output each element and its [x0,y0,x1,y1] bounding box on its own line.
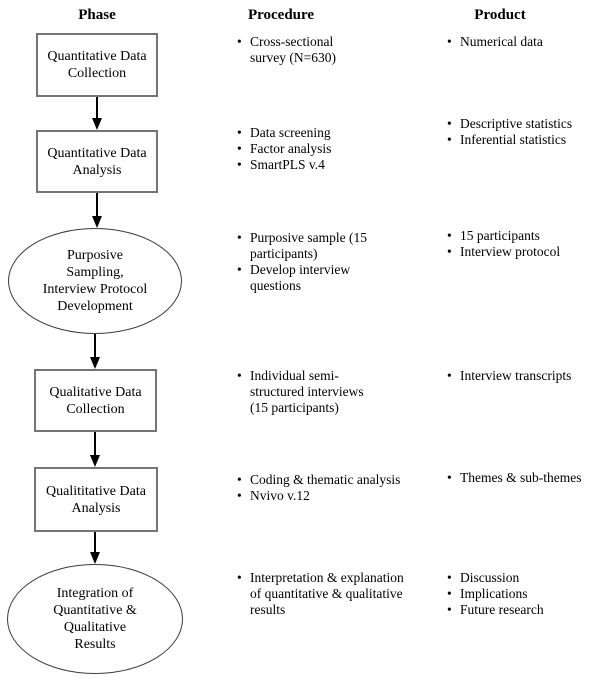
bullet-icon: • [447,368,452,383]
bullet-text [250,34,437,66]
column-header-phase: Phase [78,7,116,23]
arrow-head-down-icon [90,552,100,564]
shape-label-line: Quantitative Data [47,49,147,64]
shape-label-line: Results [74,637,116,652]
procedure-list-row-2 [237,125,437,173]
bullet-list-item [447,570,597,586]
bullet-text [250,472,447,488]
bullet-icon: • [447,34,452,49]
arrow-line [96,193,98,216]
bullet-icon: • [237,262,242,277]
bullet-text [250,230,437,262]
bullet-text-line: questions [250,278,302,293]
bullet-text-line: Interpretation & explanation [250,570,404,585]
shape-label-line: Integration of [56,586,134,601]
bullet-list-item [447,228,597,244]
product-list-row-6 [447,570,597,618]
bullet-icon: • [237,488,242,503]
bullet-text [250,141,437,157]
bullet-icon: • [447,132,452,147]
bullet-list-item [237,368,437,416]
shape-label-line: Analysis [71,500,121,516]
procedure-list-row-6 [237,570,447,618]
shape-label-line: Development [57,299,133,314]
flow-arrow-1 [91,97,103,130]
bullet-text-line: Data screening [250,125,331,140]
procedure-list-row-3 [237,230,437,294]
bullet-text-line: Implications [460,586,528,601]
bullet-text-line: Factor analysis [250,141,332,156]
bullet-text-line: Future research [460,602,544,617]
bullet-text [250,157,437,173]
shape-label-line: Collection [66,401,125,417]
product-list-row-5 [447,470,597,486]
bullet-text-line: Inferential statistics [460,132,567,147]
bullet-text [250,570,447,618]
arrow-head-down-icon [90,357,100,369]
shape-label-line: Sampling, [66,265,124,280]
bullet-list-item [447,470,597,486]
arrow-line [96,97,98,118]
bullet-text-line: (15 participants) [250,400,339,415]
bullet-text [460,368,597,384]
bullet-text [460,116,597,132]
bullet-text-line: results [250,602,286,617]
bullet-icon: • [447,586,452,601]
bullet-text-line: Individual semi- [250,368,339,383]
arrow-head-down-icon [92,216,102,228]
bullet-icon: • [237,125,242,140]
bullet-icon: • [447,244,452,259]
bullet-text [460,34,597,50]
product-list-row-4 [447,368,597,384]
arrow-line [94,532,96,552]
bullet-icon: • [237,141,242,156]
shape-label-line: Qualitative Data [49,384,142,400]
shape-label-line: Quantitative & [53,603,137,618]
bullet-list-item [237,125,437,141]
bullet-text-line: 15 participants [460,228,540,243]
product-list-row-2 [447,116,597,148]
bullet-list-item [237,141,437,157]
flow-arrow-4 [89,432,101,467]
bullet-list-item [237,157,437,173]
flow-arrow-3 [89,334,101,369]
bullet-text-line: of quantitative & qualitative [250,586,403,601]
bullet-text [460,228,597,244]
bullet-text-line: survey (N=630) [250,50,336,65]
phase-box-qualitative-data-collection [34,369,157,432]
bullet-text-line: Nvivo v.12 [250,488,310,503]
procedure-list-row-1 [237,34,437,66]
bullet-icon: • [237,157,242,172]
bullet-list-item [237,570,447,618]
bullet-text [460,570,597,586]
bullet-text [460,470,597,486]
shape-label-line: Interview Protocol [42,282,148,297]
arrow-head-down-icon [90,455,100,467]
arrow-line [94,432,96,455]
bullet-list-item [447,132,597,148]
bullet-text-line: Purposive sample (15 [250,230,367,245]
column-header-product: Product [474,7,526,23]
phase-box-quantitative-data-collection [36,33,158,97]
bullet-text [250,125,437,141]
bullet-list-item [447,368,597,384]
bullet-icon: • [447,228,452,243]
phase-ellipse-integration-of-results [7,564,183,674]
shape-label-line: Quantitative Data [47,145,147,161]
bullet-icon: • [447,602,452,617]
bullet-list-item [447,244,597,260]
bullet-text [460,602,597,618]
shape-label-line: Collection [67,66,127,81]
column-header-procedure: Procedure [247,7,315,23]
flow-arrow-5 [89,532,101,564]
phase-box-qualititative-data-analysis [34,467,158,532]
arrow-line [94,334,96,357]
bullet-text [460,132,597,148]
bullet-text-line: Coding & thematic analysis [250,472,401,487]
shape-label-line: Qualititative Data [46,483,146,499]
bullet-text-line: participants) [250,246,318,261]
bullet-icon: • [447,570,452,585]
bullet-list-item [447,602,597,618]
phase-box-quantitative-data-analysis [36,130,158,193]
procedure-list-row-4 [237,368,437,416]
bullet-text-line: Develop interview [250,262,351,277]
bullet-text-line: Themes & sub-themes [460,470,582,485]
bullet-icon: • [237,570,242,585]
bullet-text [250,262,437,294]
bullet-list-item [447,116,597,132]
bullet-icon: • [237,34,242,49]
bullet-text-line: Interview transcripts [460,368,572,383]
bullet-list-item [447,34,597,50]
procedure-list-row-5 [237,472,447,504]
bullet-list-item [237,262,437,294]
phase-ellipse-purposive-sampling [8,228,182,334]
bullet-icon: • [237,230,242,245]
bullet-text-line: SmartPLS v.4 [250,157,325,172]
arrow-head-down-icon [92,118,102,130]
bullet-list-item [237,488,447,504]
shape-label-line: Purposive [67,248,123,263]
bullet-text-line: Interview protocol [460,244,561,259]
bullet-text-line: Descriptive statistics [460,116,573,131]
bullet-text [460,244,597,260]
product-list-row-1 [447,34,597,50]
product-list-row-3 [447,228,597,260]
bullet-list-item [447,586,597,602]
shape-label-line: Qualitative [63,620,127,635]
bullet-text-line: Numerical data [460,34,543,49]
bullet-list-item [237,230,437,262]
bullet-list-item [237,472,447,488]
bullet-icon: • [237,472,242,487]
bullet-text [250,368,437,416]
bullet-icon: • [447,470,452,485]
bullet-text-line: structured interviews [250,384,364,399]
flow-arrow-2 [91,193,103,228]
bullet-icon: • [447,116,452,131]
bullet-text-line: Discussion [460,570,520,585]
bullet-icon: • [237,368,242,383]
bullet-text [460,586,597,602]
bullet-text-line: Cross-sectional [250,34,334,49]
bullet-text [250,488,447,504]
shape-label-line: Analysis [72,162,122,178]
bullet-list-item [237,34,437,66]
